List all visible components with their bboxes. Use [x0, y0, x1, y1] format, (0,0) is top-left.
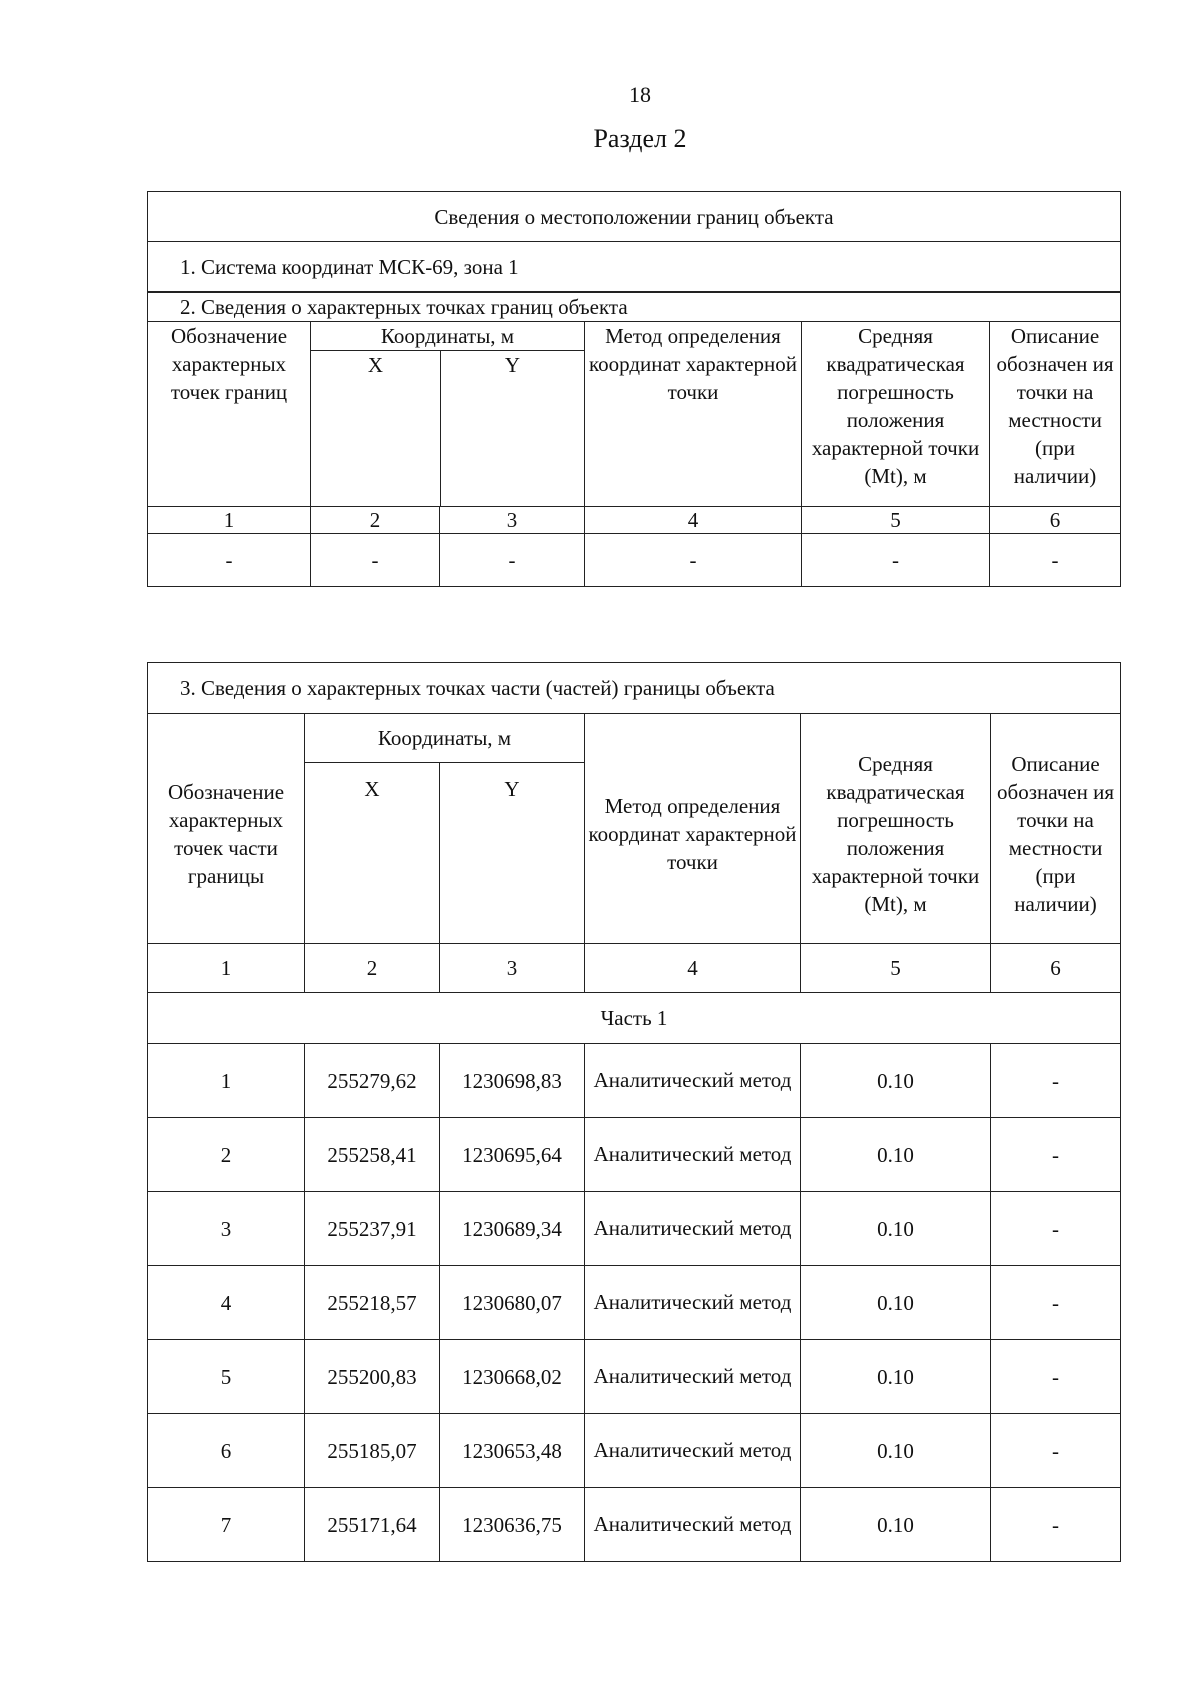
col-number: 1 — [148, 944, 305, 993]
col-x: X — [311, 351, 441, 506]
point-id: 4 — [148, 1266, 305, 1340]
point-x: 255171,64 — [305, 1488, 440, 1562]
part-points-title: 3. Сведения о характерных точках части (частей) границы объекта — [148, 663, 1121, 714]
point-y: 1230668,02 — [440, 1340, 585, 1414]
table-cell: - — [585, 534, 802, 587]
col-error: Средняя квадратическая погрешность положения характерной точки (Mt), м — [801, 714, 991, 944]
col-number: 2 — [305, 944, 440, 993]
point-y: 1230698,83 — [440, 1044, 585, 1118]
col-number: 4 — [585, 507, 802, 534]
table-cell: - — [311, 534, 440, 587]
col-coords — [311, 322, 585, 507]
header-table — [147, 191, 1121, 292]
point-error: 0.10 — [801, 1118, 991, 1192]
point-description: - — [991, 1192, 1121, 1266]
point-method: Аналитический метод — [585, 1192, 801, 1266]
col-method: Метод определения координат характерной точки — [585, 714, 801, 944]
point-x: 255200,83 — [305, 1340, 440, 1414]
point-method: Аналитический метод — [585, 1266, 801, 1340]
col-error: Средняя квадратическая погрешность положения характерной точки (Mt), м — [802, 322, 990, 507]
point-id: 1 — [148, 1044, 305, 1118]
point-description: - — [991, 1118, 1121, 1192]
col-number: 3 — [440, 944, 585, 993]
table-cell: - — [990, 534, 1121, 587]
table-row — [148, 534, 1121, 587]
point-description: - — [991, 1340, 1121, 1414]
table-cell: - — [802, 534, 990, 587]
col-y: Y — [504, 353, 521, 377]
col-description: Описание обозначен ия точки на местности (при наличии) — [991, 714, 1121, 944]
section-title: Раздел 2 — [593, 124, 687, 153]
point-y: 1230636,75 — [440, 1488, 585, 1562]
col-number: 2 — [311, 507, 440, 534]
point-method: Аналитический метод — [585, 1340, 801, 1414]
point-error: 0.10 — [801, 1192, 991, 1266]
col-number: 5 — [801, 944, 991, 993]
point-description: - — [991, 1266, 1121, 1340]
col-number: 6 — [991, 944, 1121, 993]
table-row — [148, 1192, 1121, 1266]
point-x: 255279,62 — [305, 1044, 440, 1118]
point-x: 255218,57 — [305, 1266, 440, 1340]
point-id: 7 — [148, 1488, 305, 1562]
boundary-points-title: 2. Сведения о характерных точках границ объекта — [148, 293, 1121, 322]
point-y: 1230653,48 — [440, 1414, 585, 1488]
col-description: Описание обозначен ия точки на местности (при наличии) — [990, 322, 1121, 507]
point-error: 0.10 — [801, 1414, 991, 1488]
point-description: - — [991, 1044, 1121, 1118]
page-number: 18 — [629, 82, 651, 107]
col-number: 1 — [148, 507, 311, 534]
point-method: Аналитический метод — [585, 1414, 801, 1488]
col-number: 3 — [440, 507, 585, 534]
col-x: X — [305, 763, 440, 944]
point-y: 1230695,64 — [440, 1118, 585, 1192]
point-error: 0.10 — [801, 1266, 991, 1340]
table-row — [148, 1488, 1121, 1562]
point-y: 1230689,34 — [440, 1192, 585, 1266]
point-method: Аналитический метод — [585, 1118, 801, 1192]
point-error: 0.10 — [801, 1340, 991, 1414]
table-row — [148, 1118, 1121, 1192]
point-description: - — [991, 1414, 1121, 1488]
point-y: 1230680,07 — [440, 1266, 585, 1340]
table-row — [148, 1414, 1121, 1488]
boundary-points-table — [147, 292, 1121, 587]
coord-system: 1. Система координат МСК-69, зона 1 — [148, 242, 1121, 292]
point-id: 6 — [148, 1414, 305, 1488]
part-points-table — [147, 662, 1121, 1562]
point-error: 0.10 — [801, 1044, 991, 1118]
col-designation: Обозначение характерных точек части границы — [148, 714, 305, 944]
point-id: 3 — [148, 1192, 305, 1266]
point-x: 255185,07 — [305, 1414, 440, 1488]
col-y: Y — [440, 763, 585, 944]
header-title: Сведения о местоположении границ объекта — [148, 192, 1121, 242]
point-description: - — [991, 1488, 1121, 1562]
col-designation: Обозначение характерных точек границ — [148, 322, 311, 507]
col-number: 5 — [802, 507, 990, 534]
part-label: Часть 1 — [148, 993, 1121, 1044]
point-method: Аналитический метод — [585, 1044, 801, 1118]
point-x: 255258,41 — [305, 1118, 440, 1192]
col-number: 4 — [585, 944, 801, 993]
table-cell: - — [440, 534, 585, 587]
point-x: 255237,91 — [305, 1192, 440, 1266]
point-id: 5 — [148, 1340, 305, 1414]
point-id: 2 — [148, 1118, 305, 1192]
table-row — [148, 1266, 1121, 1340]
table-row — [148, 1340, 1121, 1414]
col-coords: Координаты, м — [305, 714, 585, 763]
col-coords-label: Координаты, м — [311, 322, 584, 351]
col-number: 6 — [990, 507, 1121, 534]
point-error: 0.10 — [801, 1488, 991, 1562]
col-method: Метод определения координат характерной точки — [585, 322, 802, 507]
point-method: Аналитический метод — [585, 1488, 801, 1562]
table-row — [148, 1044, 1121, 1118]
table-cell: - — [148, 534, 311, 587]
